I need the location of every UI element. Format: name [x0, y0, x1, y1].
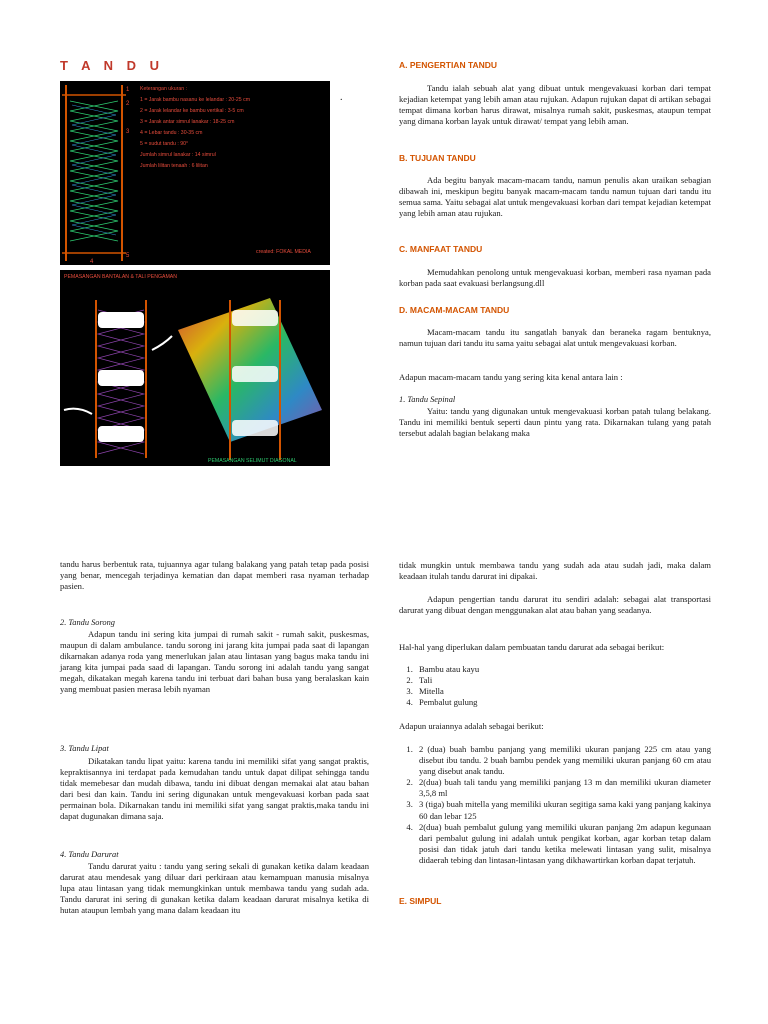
legend-line: 4 = Lebar tandu : 30-35 cm: [140, 130, 203, 136]
list-item: 2. Tali: [415, 675, 711, 686]
subheading-tandu-lipat: 3. Tandu Lipat: [60, 744, 109, 753]
pad-3: [98, 426, 144, 442]
pad-2: [98, 370, 144, 386]
heading-e: E. SIMPUL: [399, 896, 442, 906]
legend-line: 1 = Jarak bambu nasanu ke lelandar : 20-25 cm: [140, 97, 251, 103]
paragraph-tandu-lipat: Dikatakan tandu lipat yaitu: karena tandu ini memiliki sifat yang sangat praktis, kepraktisannya ini terdapat pada kemudahan tandu untuk dapat dilipat sehingga tandu tidak memebesar dan mudah dibawa, tandu ini dibuat dengan memakai alat atau bahan dari besi dan kain. Tandu ini sering digunakan untuk mengevakuasi korban pada saat permainan bola. Dikarnakan tandu ini memiliki sifat yang sangat praktis,maka tandu ini dapat dugunakan dimana saja.: [60, 756, 369, 822]
paragraph-tandu-sorong: Adapun tandu ini sering kita jumpai di rumah sakit - rumah sakit, puskesmas, maupun di dalam ambulance. tandu sorong ini jarang kita jumpai pada saat di lapangan dikarnakan adanya roda yang menerlukan jalan atau lintasan yang bagus maka tandu ini jarang kita jumpai pada saad di lapangan. Tandu sorong ini adalah tandu yang sangat megah, dikatakan megah karena tandu ini terbuat dari bahan busa yang beralaskan kain yang membuat pasien merasa lebih nyaman: [60, 629, 369, 695]
list-item: 1. Bambu atau kayu: [415, 664, 711, 675]
paragraph-tandu-sepinal: Yaitu: tandu yang digunakan untuk mengevakuasi korban patah tulang belakang. Tandu ini memiliki bentuk seperti daun pintu yang rata. Dikarnakan tulang yang patah tersebut adalah bagian belakang maka: [399, 406, 711, 439]
mark-1: 1: [126, 87, 130, 93]
legend-line: Jumlah simrul lanakar : 14 simrul: [140, 152, 216, 158]
stray-dot: .: [340, 92, 343, 103]
page-title: T A N D U: [60, 58, 164, 73]
legend-line: 2 = Jarak lelandar ke bambu vertikal : 3-5 cm: [140, 108, 244, 114]
figure2-top-caption: PEMASANGAN BANTALAN & TALI PENGAMAN: [64, 274, 177, 280]
paragraph-tandu-darurat: Tandu darurat yaitu : tandu yang sering sekali di gunakan ketika dalam keadaan darurat atau mendesak yang diluar dari perkiraan atau kemampuan manusia misalnya lupa atau lintasan yang tidak memungkinkan untuk membawa tandu yang sudah ada. Tandu darurat ini sering di gunakan ketika dalam keadaan darurat misalnya ketika di hutan ataupun lembah yang mana dalam keadaan itu: [60, 861, 369, 916]
stretcher-diagram-svg: [60, 81, 330, 265]
stretcher-diagram-figure: [60, 81, 330, 265]
paragraph-tandu-darurat-cont: tidak mungkin untuk membawa tandu yang sudah ada atau sudah jadi, maka dalam keadaan itulah tandu darurat ini dipakai.: [399, 560, 711, 582]
paragraph-b: Ada begitu banyak macam-macam tandu, namun penulis akan uraikan sebagian dibawah ini, meskipun begitu banyak macam-macam tandu namun tujuan dari tandu itu semua sama. Yaitu sebagai alat untuk mengevakuasi korban dari tempat kejadian ketempat yang lebih aman atau rujukan.: [399, 175, 711, 219]
needs-list: [399, 664, 711, 708]
heading-a: A. PENGERTIAN TANDU: [399, 60, 498, 70]
mark-5: 5: [126, 253, 130, 259]
paragraph-a: Tandu ialah sebuah alat yang dibuat untuk mengevakuasi korban dari tempat kejadian ketempat yang lebih aman atau rujukan. Adapun rujukan dapat di artikan sebagai tempat dimana korban harus dirawat, misalnya rumah sakit, puskesmas, ataupun tempat yang dimana korban layak untuk dirawat/ tempat yang lebih aman.: [399, 83, 711, 127]
figure-credit: created: FOKAL MEDIA: [256, 249, 311, 255]
heading-c: C. MANFAAT TANDU: [399, 244, 483, 254]
mark-2: 2: [126, 101, 130, 107]
subheading-tandu-darurat: 4. Tandu Darurat: [60, 850, 119, 859]
list-item: 1. 2 (dua) buah bambu panjang yang memiliki ukuran panjang 225 cm atau yang disebut ibu tandu. 2 buah bambu pendek yang memiliki ukuran panjang 60 cm atau yang disebut anak tandu.: [415, 744, 711, 777]
paragraph-tandu-darurat-def: Adapun pengertian tandu darurat itu sendiri adalah: sebagai alat transportasi darurat yang dibuat dengan menggunakan alat atau bahan yang seadanya.: [399, 594, 711, 616]
pad-1: [98, 312, 144, 328]
mark-4: 4: [90, 259, 94, 265]
legend-line: 3 = Jarak antar simrul lanakar : 18-25 cm: [140, 119, 235, 125]
figure2-bottom-caption: PEMASANGAN SELIMUT DIAGONAL: [208, 458, 297, 464]
subheading-tandu-sorong: 2. Tandu Sorong: [60, 618, 115, 627]
list-item: 4. Pembalut gulung: [415, 697, 711, 708]
paragraph-d-intro: Adapun macam-macam tandu yang sering kita kenal antara lain :: [399, 372, 623, 382]
legend-title: Keterangan ukuran :: [140, 86, 188, 92]
list-item: 4. 2(dua) buah pembalut gulung yang memiliki ukuran panjang 2m adapun kegunaan dari pembalut gulung ini adalah untuk pengikat korban, agar korban tetap dalam posisi dan tidak jatuh dari tandu ketika melewati lintasan yang sulit, misalnya didaerah tebing dan lintasan-lintasan yang dikhawartirkan korban dapat terjatuh.: [415, 822, 711, 866]
heading-d: D. MACAM-MACAM TANDU: [399, 305, 510, 315]
legend-line: Jumlah lilitan tenaah : 6 lilitan: [140, 163, 208, 169]
list-item: 3. Mitella: [415, 686, 711, 697]
paragraph-desc-intro: Adapun uraiannya adalah sebagai berikut:: [399, 721, 544, 731]
legend-line: 5 = sudut tandu : 90°: [140, 141, 189, 147]
subheading-tandu-sepinal: 1. Tandu Sepinal: [399, 395, 456, 404]
paragraph-needs-intro: Hal-hal yang diperlukan dalam pembuatan tandu darurat ada sebagai berikut:: [399, 642, 665, 652]
desc-list: [399, 744, 711, 866]
list-item: 3. 3 (tiga) buah mitella yang memiliki ukuran segitiga sama kaki yang panjang kakinya 60 dan lebar 125: [415, 799, 711, 821]
stretcher-assembly-svg: [60, 270, 330, 466]
paragraph-c: Memudahkan penolong untuk mengevakuasi korban, memberi rasa nyaman pada korban pada saat evakuasi berlangsung.dll: [399, 267, 711, 289]
paragraph-d: Macam-macam tandu itu sangatlah banyak dan beraneka ragam bentuknya, namun tujuan dari tandu itu sama yaitu sebagai alat untuk mengevakuasi korban.: [399, 327, 711, 349]
heading-b: B. TUJUAN TANDU: [399, 153, 476, 163]
paragraph-tandu-sepinal-cont: tandu harus berbentuk rata, tujuannya agar tulang balakang yang patah tetap pada posisi yang benar, mencegah terjadinya kematian dan dapat memberi rasa nyaman terhadap pasien.: [60, 559, 369, 592]
list-item: 2. 2(dua) buah tali tandu yang memiliki panjang 13 m dan memiliki ukuran diameter 3,5,8 ml: [415, 777, 711, 799]
stretcher-assembly-figure: [60, 270, 330, 466]
mark-3: 3: [126, 129, 130, 135]
